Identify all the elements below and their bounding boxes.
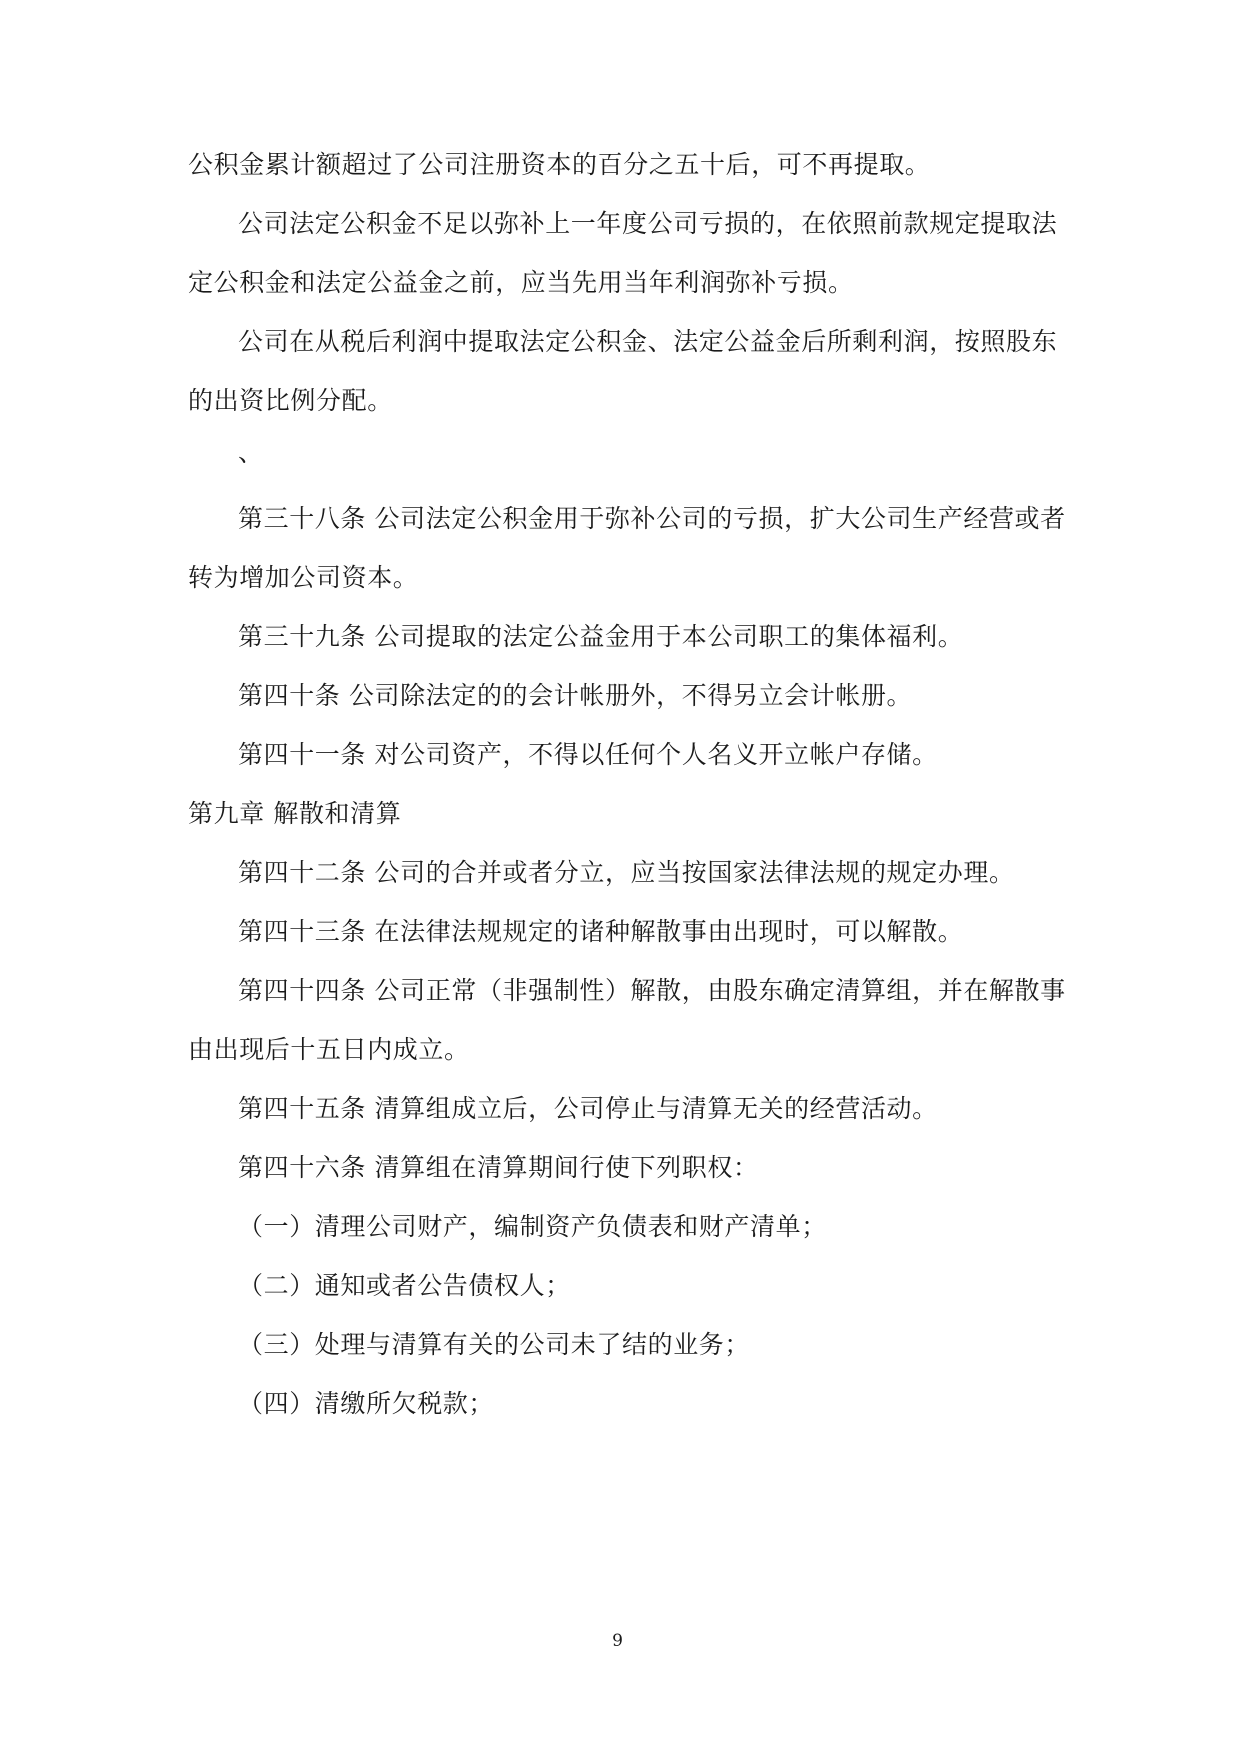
list-item: （一）清理公司财产，编制资产负债表和财产清单；	[238, 1212, 827, 1241]
text-line: 公司法定公积金不足以弥补上一年度公司亏损的，在依照前款规定提取法	[238, 209, 1058, 238]
stray-mark: 、	[238, 438, 264, 467]
list-item: （三）处理与清算有关的公司未了结的业务；	[238, 1330, 751, 1359]
article-40: 第四十条 公司除法定的的会计帐册外，不得另立会计帐册。	[238, 681, 913, 710]
page-number: 9	[612, 1631, 623, 1651]
article-44: 第四十四条 公司正常（非强制性）解散，由股东确定清算组，并在解散事	[238, 976, 1066, 1005]
article-45: 第四十五条 清算组成立后，公司停止与清算无关的经营活动。	[238, 1094, 938, 1123]
list-item: （四）清缴所欠税款；	[238, 1389, 495, 1418]
list-item: （二）通知或者公告债权人；	[238, 1271, 571, 1300]
text-line: 转为增加公司资本。	[188, 563, 419, 592]
text-line: 公司在从税后利润中提取法定公积金、法定公益金后所剩利润，按照股东	[238, 327, 1058, 356]
text-line: 的出资比例分配。	[188, 386, 393, 415]
article-42: 第四十二条 公司的合并或者分立，应当按国家法律法规的规定办理。	[238, 858, 1015, 887]
text-line: 公积金累计额超过了公司注册资本的百分之五十后，可不再提取。	[188, 150, 931, 179]
text-line: 由出现后十五日内成立。	[188, 1035, 470, 1064]
chapter-heading: 第九章 解散和清算	[188, 799, 402, 828]
article-38: 第三十八条 公司法定公积金用于弥补公司的亏损，扩大公司生产经营或者	[238, 504, 1066, 533]
article-41: 第四十一条 对公司资产，不得以任何个人名义开立帐户存储。	[238, 740, 938, 769]
article-39: 第三十九条 公司提取的法定公益金用于本公司职工的集体福利。	[238, 622, 964, 651]
article-43: 第四十三条 在法律法规规定的诸种解散事由出现时，可以解散。	[238, 917, 964, 946]
text-line: 定公积金和法定公益金之前，应当先用当年利润弥补亏损。	[188, 268, 854, 297]
article-46: 第四十六条 清算组在清算期间行使下列职权：	[238, 1153, 759, 1182]
